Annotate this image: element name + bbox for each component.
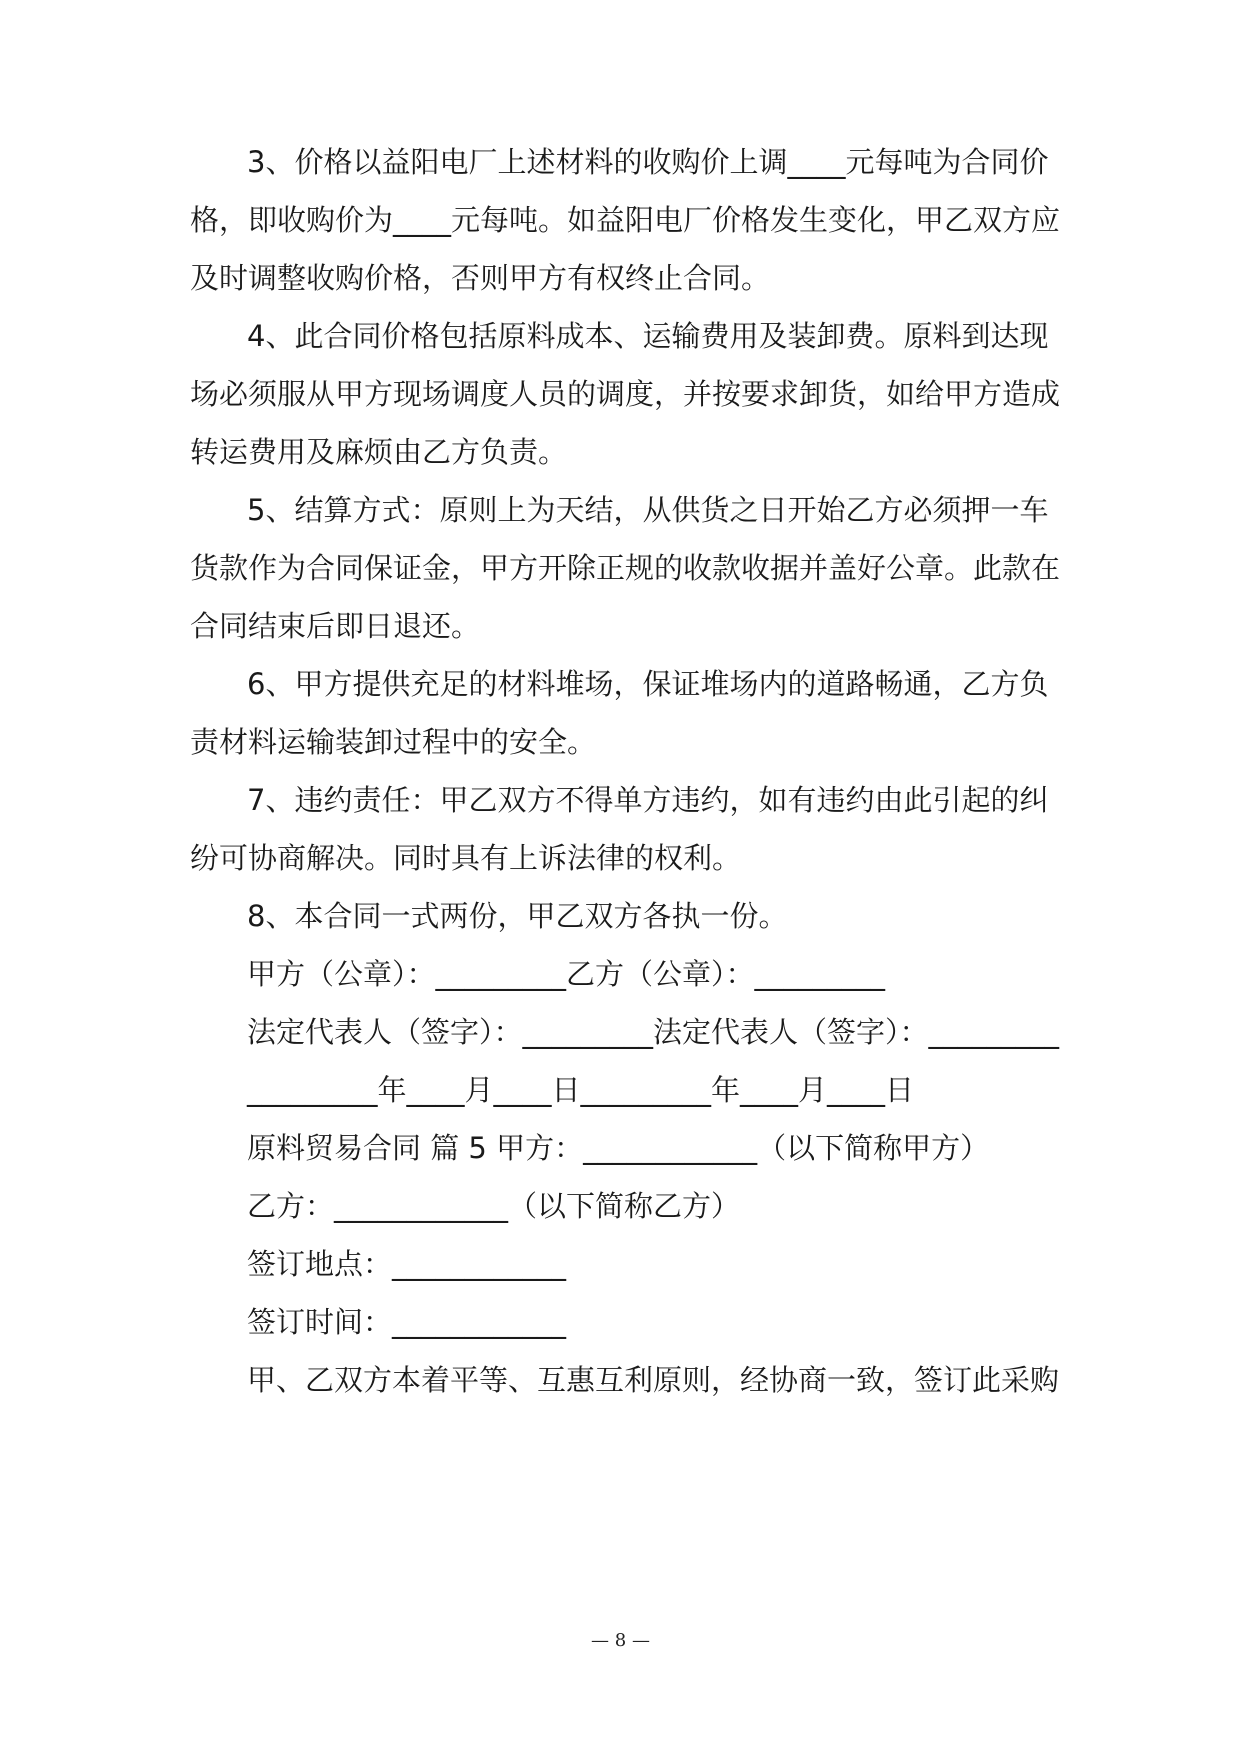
paragraph-line: 4、此合同价格包括原料成本、运输费用及装卸费。原料到达现 — [247, 319, 1049, 353]
paragraph-line: 合同结束后即日退还。 — [190, 609, 481, 643]
paragraph-line: 甲、乙双方本着平等、互惠互利原则，经协商一致，签订此采购 — [247, 1363, 1060, 1397]
signature-line: 甲方（公章）：_________乙方（公章）：_________ — [247, 957, 886, 991]
signature-line: 法定代表人（签字）：_________法定代表人（签字）：_________ — [247, 1015, 1060, 1049]
section-heading-line: 原料贸易合同 篇 5 甲方：____________（以下简称甲方） — [247, 1131, 990, 1165]
paragraph-line: 货款作为合同保证金，甲方开除正规的收款收据并盖好公章。此款在 — [190, 551, 1061, 585]
paragraph-line: 3、价格以益阳电厂上述材料的收购价上调____元每吨为合同价 — [247, 145, 1049, 179]
paragraph-line: 7、违约责任：甲乙双方不得单方违约，如有违约由此引起的纠 — [247, 783, 1049, 817]
paragraph-line: 5、结算方式：原则上为天结，从供货之日开始乙方必须押一车 — [247, 493, 1049, 527]
paragraph-line: 场必须服从甲方现场调度人员的调度，并按要求卸货，如给甲方造成 — [190, 377, 1061, 411]
paragraph-line: 责材料运输装卸过程中的安全。 — [190, 725, 597, 759]
page-number: — 8 — — [591, 1630, 650, 1651]
paragraph-line: 纷可协商解决。同时具有上诉法律的权利。 — [190, 841, 742, 875]
sign-location-line: 签订地点：____________ — [247, 1247, 567, 1281]
sign-time-line: 签订时间：____________ — [247, 1305, 567, 1339]
paragraph-line: 转运费用及麻烦由乙方负责。 — [190, 435, 568, 469]
paragraph-line: 6、甲方提供充足的材料堆场，保证堆场内的道路畅通，乙方负 — [247, 667, 1049, 701]
paragraph-line: 及时调整收购价格，否则甲方有权终止合同。 — [190, 261, 771, 295]
date-line: _________年____月____日_________年____月____日 — [247, 1073, 915, 1107]
paragraph-line: 格，即收购价为____元每吨。如益阳电厂价格发生变化，甲乙双方应 — [190, 203, 1061, 237]
party-line: 乙方：____________（以下简称乙方） — [247, 1189, 741, 1223]
paragraph-line: 8、本合同一式两份，甲乙双方各执一份。 — [247, 899, 788, 933]
